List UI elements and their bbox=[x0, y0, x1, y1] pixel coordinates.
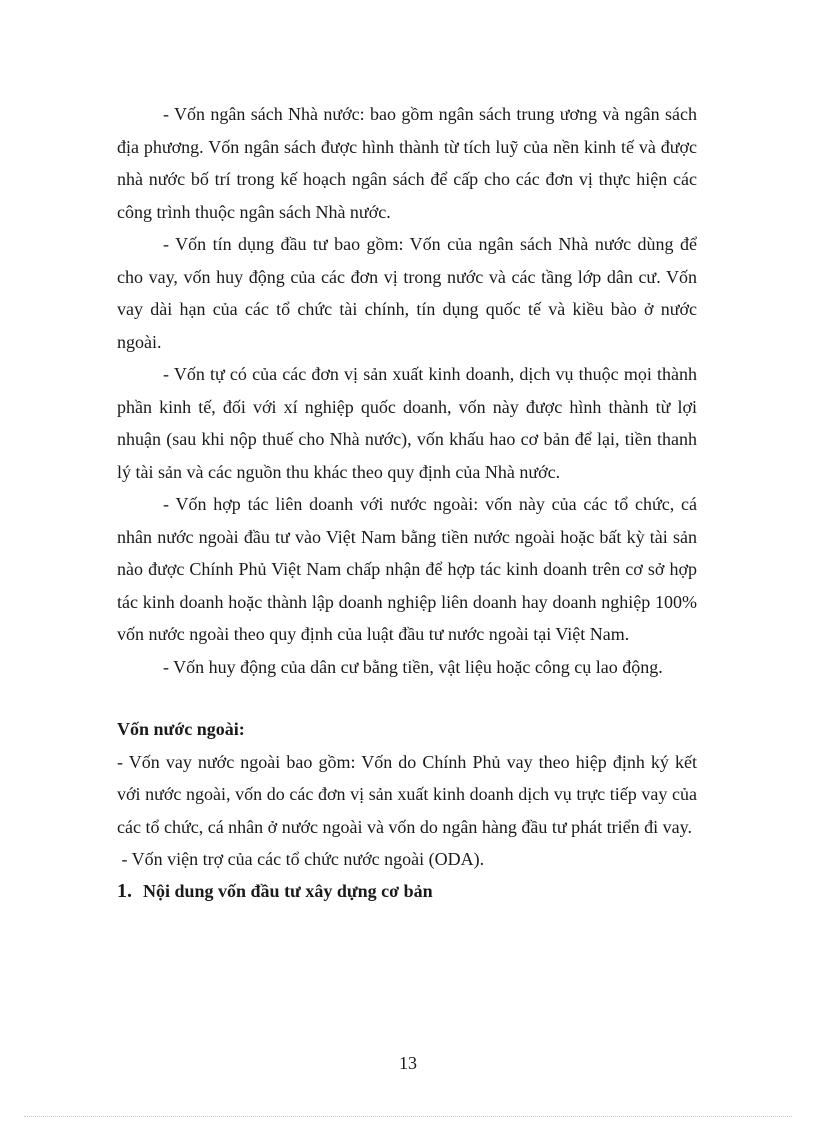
section-heading bbox=[117, 880, 697, 903]
paragraph-mobilized-capital: - Vốn huy động của dân cư bằng tiền, vật liệu hoặc công cụ lao động. bbox=[163, 656, 663, 677]
paragraph-oda: - Vốn viện trợ của các tổ chức nước ngoài (ODA). bbox=[117, 849, 485, 869]
page-content bbox=[117, 98, 697, 903]
paragraph-joint-venture: - Vốn hợp tác liên doanh với nước ngoài: vốn này của các tổ chức, cá nhân nước ngoài đầu tư vào Việt Nam bằng tiền nước ngoài hoặc bất kỳ tài sản nào được Chính Phủ Việt Nam chấp nhận để hợp tác kinh doanh trên cơ sở hợp tác kinh doanh hoặc thành lập doanh nghiệp liên doanh hay doanh nghiệp 100% vốn nước ngoài theo quy định của luật đầu tư nước ngoài tại Việt Nam. bbox=[117, 494, 697, 644]
paragraph-state-budget: - Vốn ngân sách Nhà nước: bao gồm ngân sách trung ương và ngân sách địa phương. Vốn ngân sách được hình thành từ tích luỹ của nền kinh tế và được nhà nước bố trí trong kế hoạch ngân sách để cấp cho các đơn vị thực hiện các công trình thuộc ngân sách Nhà nước. bbox=[117, 104, 697, 222]
paragraph-own-capital: - Vốn tự có của các đơn vị sản xuất kinh doanh, dịch vụ thuộc mọi thành phần kinh tế, đối với xí nghiệp quốc doanh, vốn này được hình thành từ lợi nhuận (sau khi nộp thuế cho Nhà nước), vốn khấu hao cơ bản để lại, tiền thanh lý tài sản và các nguồn thu khác theo quy định của Nhà nước. bbox=[117, 364, 697, 482]
paragraph-foreign-loans: - Vốn vay nước ngoài bao gồm: Vốn do Chính Phủ vay theo hiệp định ký kết với nước ngoài, vốn do các đơn vị sản xuất kinh doanh dịch vụ trực tiếp vay của các tổ chức, cá nhân ở nước ngoài và vốn do ngân hàng đầu tư phát triển đi vay. bbox=[117, 751, 697, 837]
page-divider bbox=[24, 1116, 792, 1117]
page-number: 13 bbox=[399, 1053, 417, 1073]
heading-text: Nội dung vốn đầu tư xây dựng cơ bản bbox=[143, 880, 433, 901]
section-spacer bbox=[117, 683, 697, 713]
heading-number: 1. bbox=[117, 879, 132, 902]
section-title-foreign-capital: Vốn nước ngoài: bbox=[117, 719, 245, 739]
paragraph-investment-credit: - Vốn tín dụng đầu tư bao gồm: Vốn của ngân sách Nhà nước dùng để cho vay, vốn huy động của các đơn vị trong nước và các tầng lớp dân cư. Vốn vay dài hạn của các tổ chức tài chính, tín dụng quốc tế và kiều bào ở nước ngoài. bbox=[117, 234, 697, 352]
